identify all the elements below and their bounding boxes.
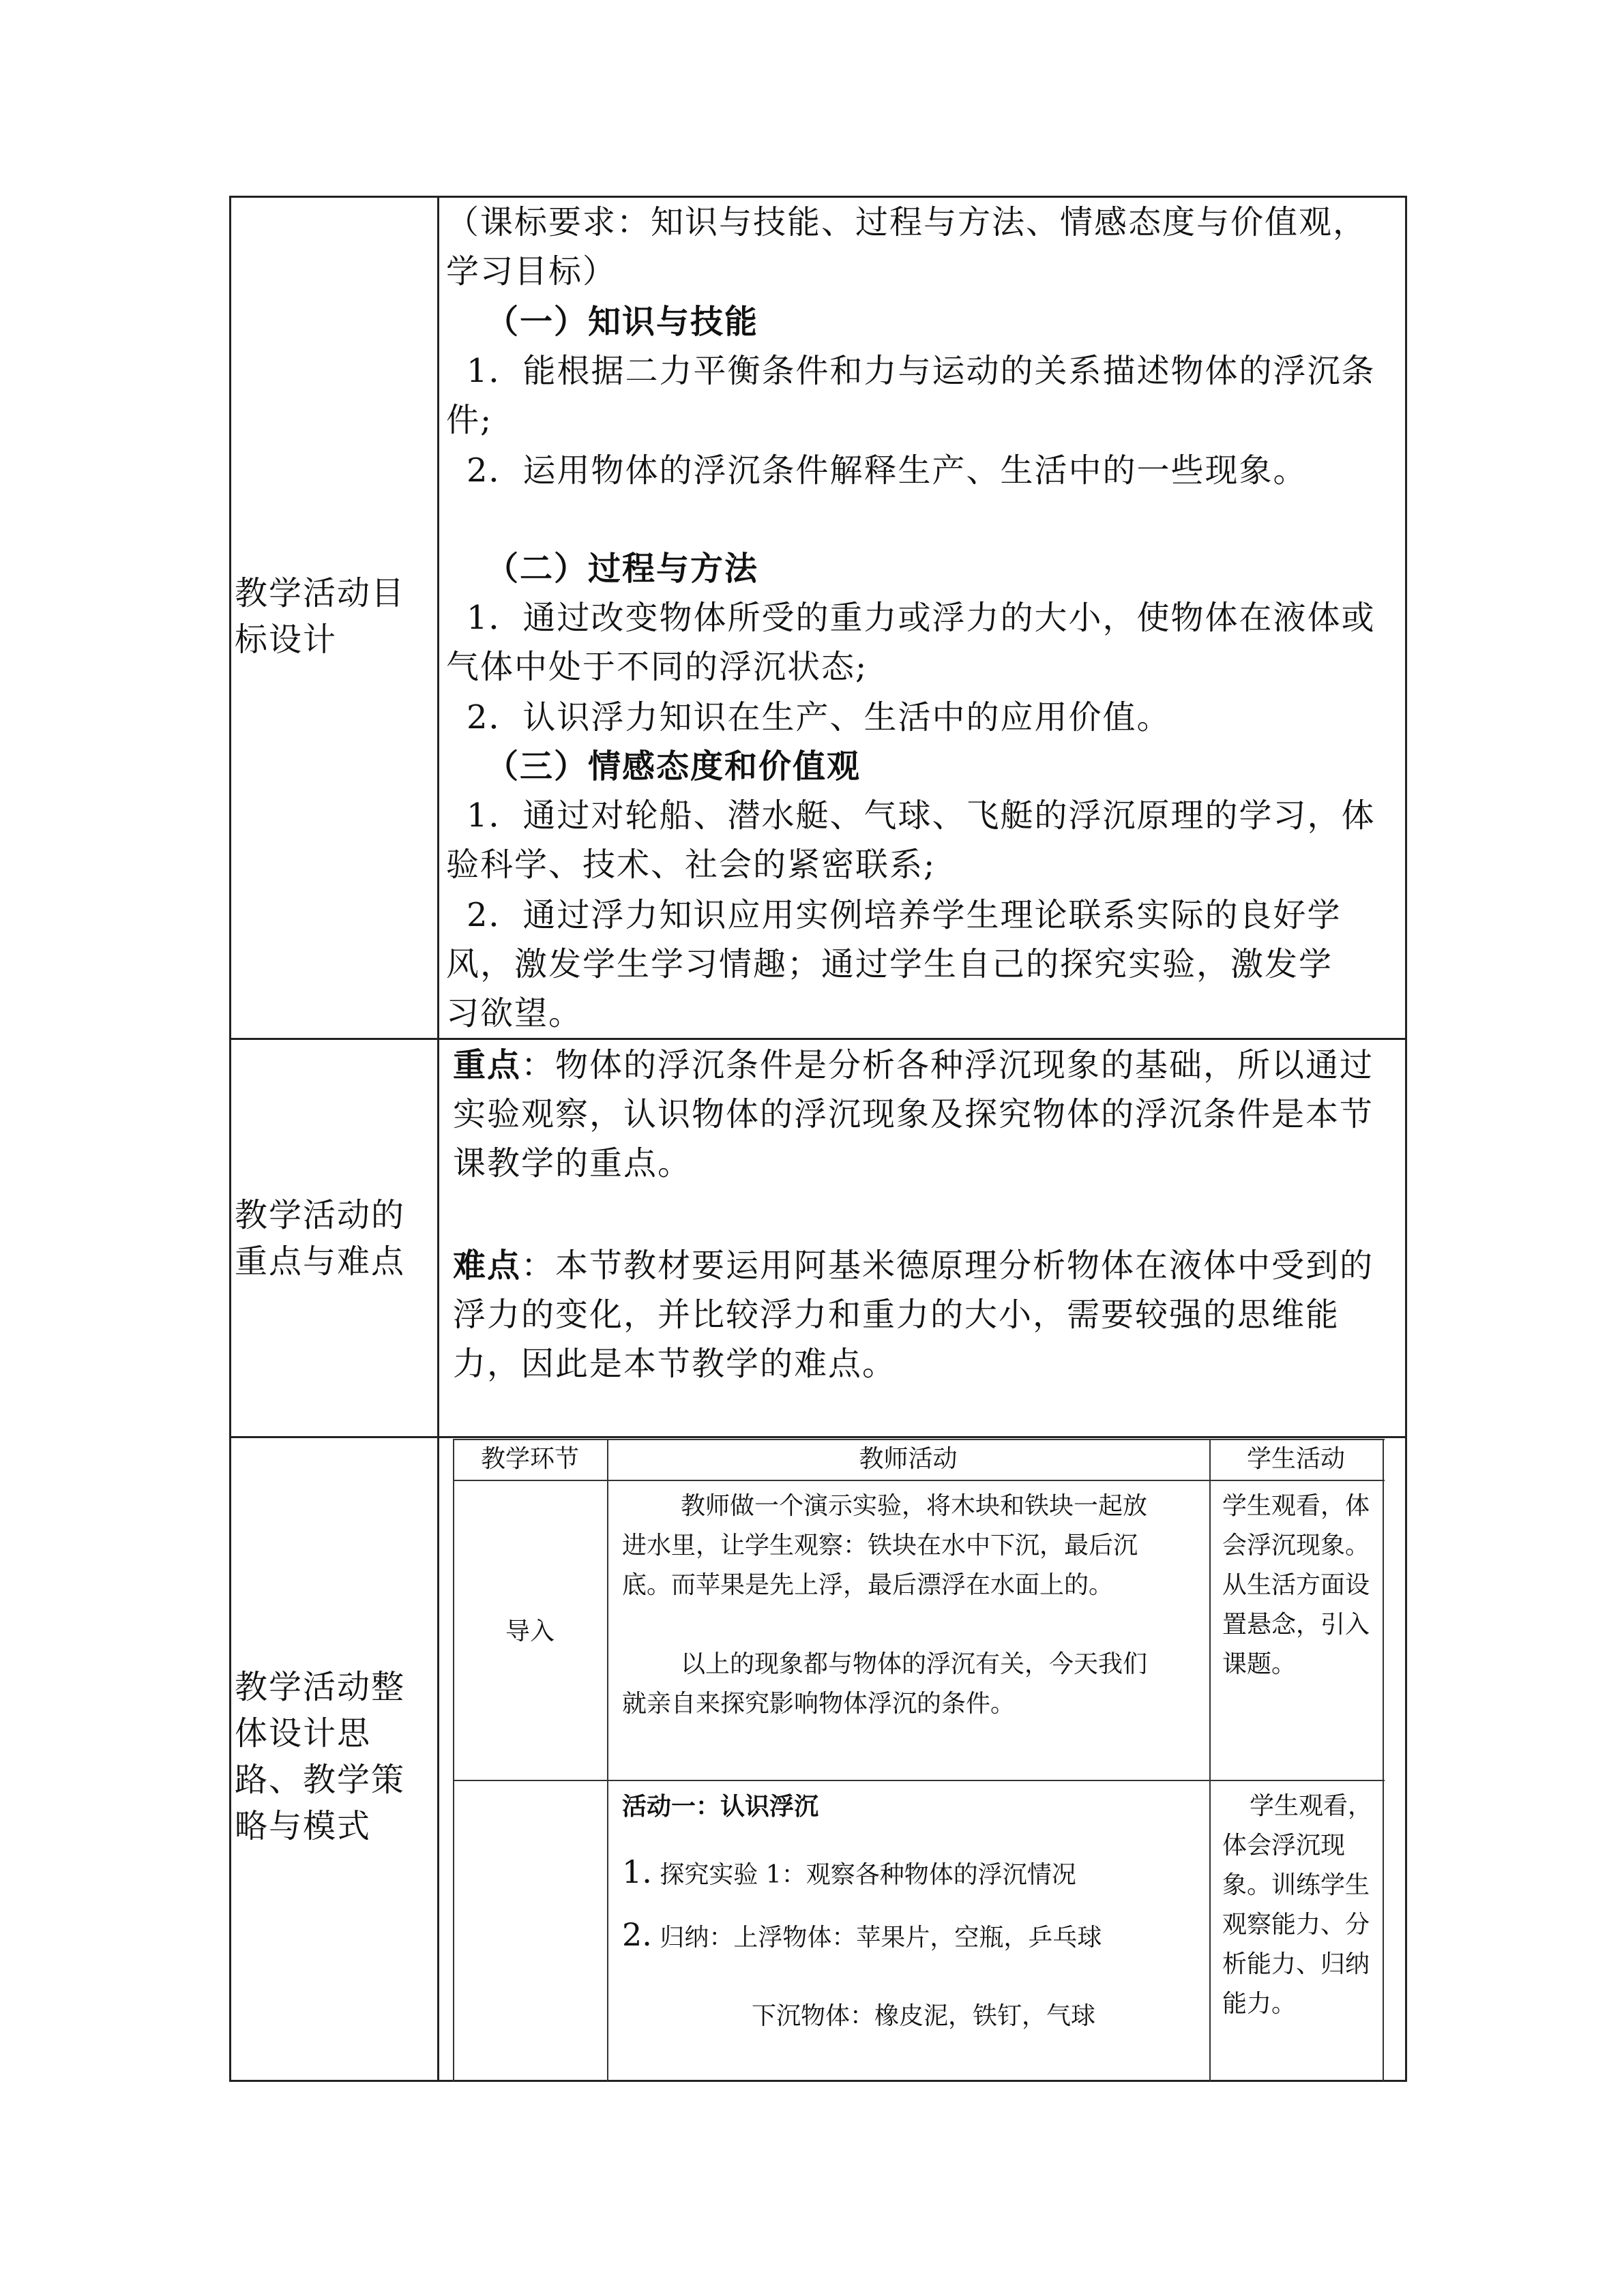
header-stage: 教学环节: [480, 1445, 579, 1473]
step-text: 探究实验 1：观察各种物体的浮沉情况: [660, 1861, 1076, 1889]
inner-col-2-border: [1209, 1439, 1211, 2081]
teacher-paragraph: 以上的现象都与物体的浮沉有关，今天我们就亲自来探究影响物体浮沉的条件。: [622, 1650, 1148, 1718]
header-student: 学生活动: [1246, 1445, 1345, 1473]
objectives-intro-text: （课标要求：知识与技能、过程与方法、情感态度与价值观，学习目标）: [446, 203, 1368, 290]
inner-col-1-border: [607, 1439, 608, 2081]
inner-table-left: [453, 1439, 454, 2081]
difficulty-paragraph: [453, 1241, 1387, 1388]
objective-item: 1．通过对轮船、潜水艇、气球、飞艇的浮沉原理的学习，体验科学、技术、社会的紧密联系;: [446, 796, 1376, 884]
key-point-text: ：物体的浮沉条件是分析各种浮沉现象的基础，所以通过实验观察，认识物体的浮沉现象及探究物体的浮沉条件是本节课教学的重点。: [453, 1046, 1374, 1182]
inner-header-bottom: [453, 1480, 1385, 1481]
table-right-border: [1405, 196, 1407, 2082]
label-column-border: [437, 196, 439, 2082]
objectives-intro: [446, 198, 1387, 296]
activity-step: [622, 1915, 1102, 1958]
objective-item: 2．通过浮力知识应用实例培养学生理论联系实际的良好学风，激发学生学习情趣；通过学生自己的探究实验，激发学习欲望。: [446, 896, 1342, 1032]
teacher-paragraph: 教师做一个演示实验，将木块和铁块一起放进水里，让学生观察：铁块在水中下沉，最后沉底。而苹果是先上浮，最后漂浮在水面上的。: [622, 1492, 1148, 1599]
objective-item: 1．能根据二力平衡条件和力与运动的关系描述物体的浮沉条件;: [446, 352, 1376, 439]
section-heading-2: （二）过程与方法: [486, 550, 759, 588]
objective-item: 2．认识浮力知识在生产、生活中的应用价值。: [467, 698, 1171, 736]
student-activity: 学生观看，体会浮沉现象。训练学生观察能力、分析能力、归纳能力。: [1222, 1792, 1373, 2018]
step-text: 归纳：上浮物体：苹果片，空瓶，乒乓球: [660, 1924, 1102, 1952]
student-activity: 学生观看，体会浮沉现象。从生活方面设置悬念，引入课题。: [1222, 1492, 1370, 1678]
key-point-paragraph: [453, 1041, 1381, 1188]
table-left-border: [229, 196, 231, 2082]
activity-title: 活动一：认识浮沉: [622, 1792, 819, 1821]
activity-step: [622, 1852, 1076, 1895]
design-label: 教学活动整体设计思路、教学策略与模式: [235, 1668, 406, 1845]
difficulty-heading: 难点: [453, 1247, 522, 1285]
key-points-label: 教学活动的重点与难点: [235, 1196, 406, 1281]
activity-extra-line: 下沉物体：橡皮泥，铁钉，气球: [752, 2002, 1096, 2030]
inner-row1-bottom: [453, 1780, 1385, 1781]
row2-bottom-border: [229, 1436, 1407, 1438]
section-heading-1: （一）知识与技能: [486, 303, 759, 341]
table-bottom-border: [229, 2080, 1407, 2082]
key-point-heading: 重点: [453, 1046, 522, 1084]
row1-bottom-border: [229, 1038, 1407, 1040]
step-number: 1.: [622, 1853, 652, 1890]
section-heading-3: （三）情感态度和价值观: [486, 747, 861, 786]
objective-item: 2．运用物体的浮沉条件解释生产、生活中的一些现象。: [467, 451, 1308, 490]
step-number: 2.: [622, 1916, 652, 1953]
objectives-label: 教学活动目标设计: [235, 574, 406, 659]
difficulty-text: ：本节教材要运用阿基米德原理分析物体在液体中受到的浮力的变化，并比较浮力和重力的大小，需要较强的思维能力，因此是本节教学的难点。: [453, 1247, 1374, 1383]
inner-col-3-border: [1383, 1439, 1384, 2081]
header-teacher: 教师活动: [859, 1445, 958, 1473]
objective-item: 1．通过改变物体所受的重力或浮力的大小，使物体在液体或气体中处于不同的浮沉状态;: [446, 599, 1376, 686]
stage-intro: 导入: [505, 1617, 555, 1645]
